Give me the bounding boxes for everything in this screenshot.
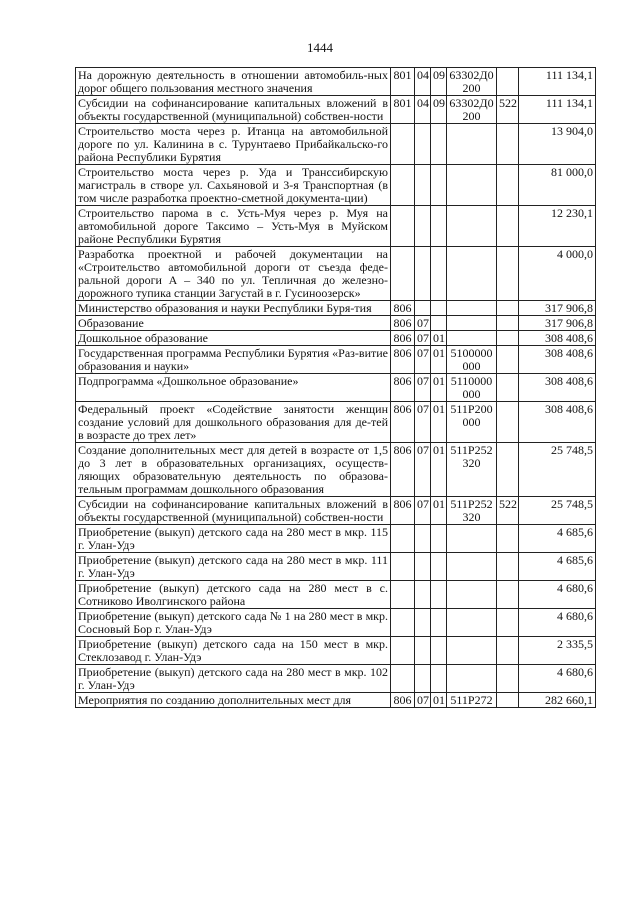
cell-subsection — [431, 553, 447, 581]
cell-expense-type — [497, 165, 519, 206]
cell-subsection: 01 — [431, 443, 447, 497]
cell-expense-type — [497, 443, 519, 497]
row-name: Строительство парома в с. Усть-Муя через р. Муя на автомобильной дороге Таксимо – Усть-Муя в Муйском районе Республики Бурятия — [76, 206, 391, 247]
cell-grbs — [391, 553, 415, 581]
cell-section — [415, 637, 431, 665]
table-row — [76, 553, 596, 581]
cell-grbs — [391, 165, 415, 206]
cell-section — [415, 165, 431, 206]
cell-expense-type: 522 — [497, 96, 519, 124]
cell-grbs: 806 — [391, 346, 415, 374]
cell-subsection — [431, 301, 447, 316]
cell-expense-type — [497, 68, 519, 96]
cell-section: 07 — [415, 443, 431, 497]
cell-grbs — [391, 206, 415, 247]
cell-section: 07 — [415, 346, 431, 374]
cell-target-article — [447, 609, 497, 637]
budget-table — [75, 67, 596, 708]
table-row — [76, 346, 596, 374]
cell-amount: 308 408,6 — [519, 374, 596, 402]
row-name: Образование — [76, 316, 391, 331]
cell-section — [415, 247, 431, 301]
cell-amount: 25 748,5 — [519, 443, 596, 497]
cell-section: 07 — [415, 374, 431, 402]
cell-grbs: 806 — [391, 443, 415, 497]
cell-expense-type — [497, 665, 519, 693]
table-row — [76, 581, 596, 609]
cell-subsection: 09 — [431, 96, 447, 124]
row-name: Приобретение (выкуп) детского сада на 280 мест в мкр. 102 г. Улан-Удэ — [76, 665, 391, 693]
table-row — [76, 96, 596, 124]
cell-target-article — [447, 247, 497, 301]
cell-grbs: 806 — [391, 301, 415, 316]
cell-expense-type — [497, 637, 519, 665]
cell-target-article — [447, 165, 497, 206]
cell-subsection — [431, 665, 447, 693]
cell-amount: 282 660,1 — [519, 693, 596, 708]
row-name: Приобретение (выкуп) детского сада на 280 мест в с. Сотниково Иволгинского района — [76, 581, 391, 609]
cell-expense-type — [497, 247, 519, 301]
cell-target-article — [447, 665, 497, 693]
table-row — [76, 68, 596, 96]
cell-subsection: 09 — [431, 68, 447, 96]
cell-section: 07 — [415, 497, 431, 525]
table-row — [76, 609, 596, 637]
budget-table-body — [76, 68, 596, 708]
cell-target-article — [447, 637, 497, 665]
table-row — [76, 165, 596, 206]
cell-section — [415, 553, 431, 581]
cell-section: 07 — [415, 402, 431, 443]
cell-subsection — [431, 206, 447, 247]
cell-target-article — [447, 331, 497, 346]
row-name: Подпрограмма «Дошкольное образование» — [76, 374, 391, 402]
cell-expense-type — [497, 206, 519, 247]
cell-amount: 111 134,1 — [519, 68, 596, 96]
table-row — [76, 301, 596, 316]
cell-section: 04 — [415, 96, 431, 124]
table-row — [76, 693, 596, 708]
cell-section — [415, 301, 431, 316]
cell-target-article: 511P272 — [447, 693, 497, 708]
cell-section — [415, 665, 431, 693]
table-row — [76, 637, 596, 665]
cell-target-article: 5110000 000 — [447, 374, 497, 402]
cell-amount: 4 685,6 — [519, 553, 596, 581]
cell-subsection — [431, 124, 447, 165]
cell-subsection: 01 — [431, 346, 447, 374]
cell-amount: 4 680,6 — [519, 665, 596, 693]
cell-target-article: 511P252 320 — [447, 497, 497, 525]
table-row — [76, 331, 596, 346]
cell-grbs — [391, 247, 415, 301]
cell-subsection: 01 — [431, 402, 447, 443]
table-row — [76, 402, 596, 443]
cell-subsection: 01 — [431, 497, 447, 525]
cell-grbs: 806 — [391, 497, 415, 525]
cell-section: 07 — [415, 693, 431, 708]
cell-grbs — [391, 665, 415, 693]
cell-amount: 317 906,8 — [519, 316, 596, 331]
cell-grbs — [391, 637, 415, 665]
cell-grbs: 806 — [391, 331, 415, 346]
table-row — [76, 443, 596, 497]
cell-target-article: 63302Д0 200 — [447, 96, 497, 124]
cell-subsection — [431, 609, 447, 637]
cell-target-article — [447, 581, 497, 609]
cell-expense-type — [497, 331, 519, 346]
cell-target-article — [447, 525, 497, 553]
row-name: Субсидии на софинансирование капитальных вложений в объекты государственной (муниципальной) собствен-ности — [76, 96, 391, 124]
cell-expense-type — [497, 581, 519, 609]
row-name: Субсидии на софинансирование капитальных вложений в объекты государственной (муниципальной) собствен-ности — [76, 497, 391, 525]
cell-amount: 317 906,8 — [519, 301, 596, 316]
cell-section — [415, 581, 431, 609]
cell-grbs — [391, 581, 415, 609]
cell-expense-type: 522 — [497, 497, 519, 525]
cell-subsection — [431, 525, 447, 553]
cell-subsection — [431, 165, 447, 206]
cell-grbs: 801 — [391, 96, 415, 124]
cell-target-article: 511P252 320 — [447, 443, 497, 497]
cell-section: 04 — [415, 68, 431, 96]
table-row — [76, 497, 596, 525]
cell-amount: 2 335,5 — [519, 637, 596, 665]
row-name: Приобретение (выкуп) детского сада на 280 мест в мкр. 111 г. Улан-Удэ — [76, 553, 391, 581]
cell-target-article — [447, 206, 497, 247]
table-row — [76, 374, 596, 402]
row-name: Приобретение (выкуп) детского сада на 280 мест в мкр. 115 г. Улан-Удэ — [76, 525, 391, 553]
cell-grbs: 801 — [391, 68, 415, 96]
cell-amount: 4 680,6 — [519, 581, 596, 609]
cell-amount: 4 000,0 — [519, 247, 596, 301]
cell-grbs: 806 — [391, 316, 415, 331]
cell-amount: 12 230,1 — [519, 206, 596, 247]
cell-subsection — [431, 581, 447, 609]
page-number: 1444 — [307, 40, 333, 55]
cell-section — [415, 525, 431, 553]
cell-amount: 308 408,6 — [519, 346, 596, 374]
cell-subsection — [431, 637, 447, 665]
row-name: На дорожную деятельность в отношении автомобиль-ных дорог общего пользования местного значения — [76, 68, 391, 96]
cell-grbs — [391, 609, 415, 637]
table-row — [76, 525, 596, 553]
table-row — [76, 247, 596, 301]
cell-target-article: 5100000 000 — [447, 346, 497, 374]
table-row — [76, 206, 596, 247]
cell-target-article — [447, 124, 497, 165]
cell-amount: 4 685,6 — [519, 525, 596, 553]
cell-amount: 4 680,6 — [519, 609, 596, 637]
table-row — [76, 124, 596, 165]
cell-grbs: 806 — [391, 402, 415, 443]
cell-subsection: 01 — [431, 331, 447, 346]
cell-subsection — [431, 316, 447, 331]
cell-expense-type — [497, 609, 519, 637]
row-name: Приобретение (выкуп) детского сада № 1 на 280 мест в мкр. Сосновый Бор г. Улан-Удэ — [76, 609, 391, 637]
row-name: Строительство моста через р. Уда и Транссибирскую магистраль в створе ул. Сахьяновой и 3-я Транспортная (в том числе разработка проектно-сметной документа-ции) — [76, 165, 391, 206]
row-name: Приобретение (выкуп) детского сада на 150 мест в мкр. Стеклозавод г. Улан-Удэ — [76, 637, 391, 665]
row-name: Государственная программа Республики Бурятия «Раз-витие образования и науки» — [76, 346, 391, 374]
cell-section — [415, 206, 431, 247]
cell-target-article — [447, 301, 497, 316]
cell-grbs — [391, 525, 415, 553]
cell-section — [415, 124, 431, 165]
cell-expense-type — [497, 124, 519, 165]
cell-amount: 81 000,0 — [519, 165, 596, 206]
row-name: Строительство моста через р. Итанца на автомобильной дороге по ул. Калинина в с. Турунтаево Прибайкальско-го района Республики Бурятия — [76, 124, 391, 165]
row-name: Федеральный проект «Содействие занятости женщин создание условий для дошкольного образования для де-тей в возрасте до трех лет» — [76, 402, 391, 443]
cell-subsection: 01 — [431, 693, 447, 708]
cell-expense-type — [497, 553, 519, 581]
row-name: Создание дополнительных мест для детей в возрасте от 1,5 до 3 лет в образовательных организациях, осуществ-ляющих образовательную деятельность по образова-тельным программам дошкольного образования — [76, 443, 391, 497]
cell-grbs — [391, 124, 415, 165]
cell-expense-type — [497, 346, 519, 374]
cell-section: 07 — [415, 331, 431, 346]
cell-expense-type — [497, 402, 519, 443]
cell-expense-type — [497, 374, 519, 402]
cell-expense-type — [497, 301, 519, 316]
row-name: Министерство образования и науки Республики Буря-тия — [76, 301, 391, 316]
cell-amount: 13 904,0 — [519, 124, 596, 165]
cell-target-article: 63302Д0 200 — [447, 68, 497, 96]
row-name: Дошкольное образование — [76, 331, 391, 346]
cell-amount: 308 408,6 — [519, 331, 596, 346]
cell-expense-type — [497, 693, 519, 708]
cell-grbs: 806 — [391, 374, 415, 402]
cell-amount: 25 748,5 — [519, 497, 596, 525]
row-name: Мероприятия по созданию дополнительных мест для — [76, 693, 391, 708]
cell-amount: 111 134,1 — [519, 96, 596, 124]
cell-target-article: 511P200 000 — [447, 402, 497, 443]
cell-target-article — [447, 316, 497, 331]
table-row — [76, 665, 596, 693]
cell-subsection — [431, 247, 447, 301]
table-row — [76, 316, 596, 331]
cell-amount: 308 408,6 — [519, 402, 596, 443]
cell-expense-type — [497, 316, 519, 331]
cell-target-article — [447, 553, 497, 581]
row-name: Разработка проектной и рабочей документации на «Строительство автомобильной дороги от съезда феде-ральной дороги А – 340 по ул. Тепличная до железно-дорожного тупика станции Загустай в г. Гусиноозерск» — [76, 247, 391, 301]
cell-subsection: 01 — [431, 374, 447, 402]
cell-section: 07 — [415, 316, 431, 331]
cell-expense-type — [497, 525, 519, 553]
cell-grbs: 806 — [391, 693, 415, 708]
cell-section — [415, 609, 431, 637]
